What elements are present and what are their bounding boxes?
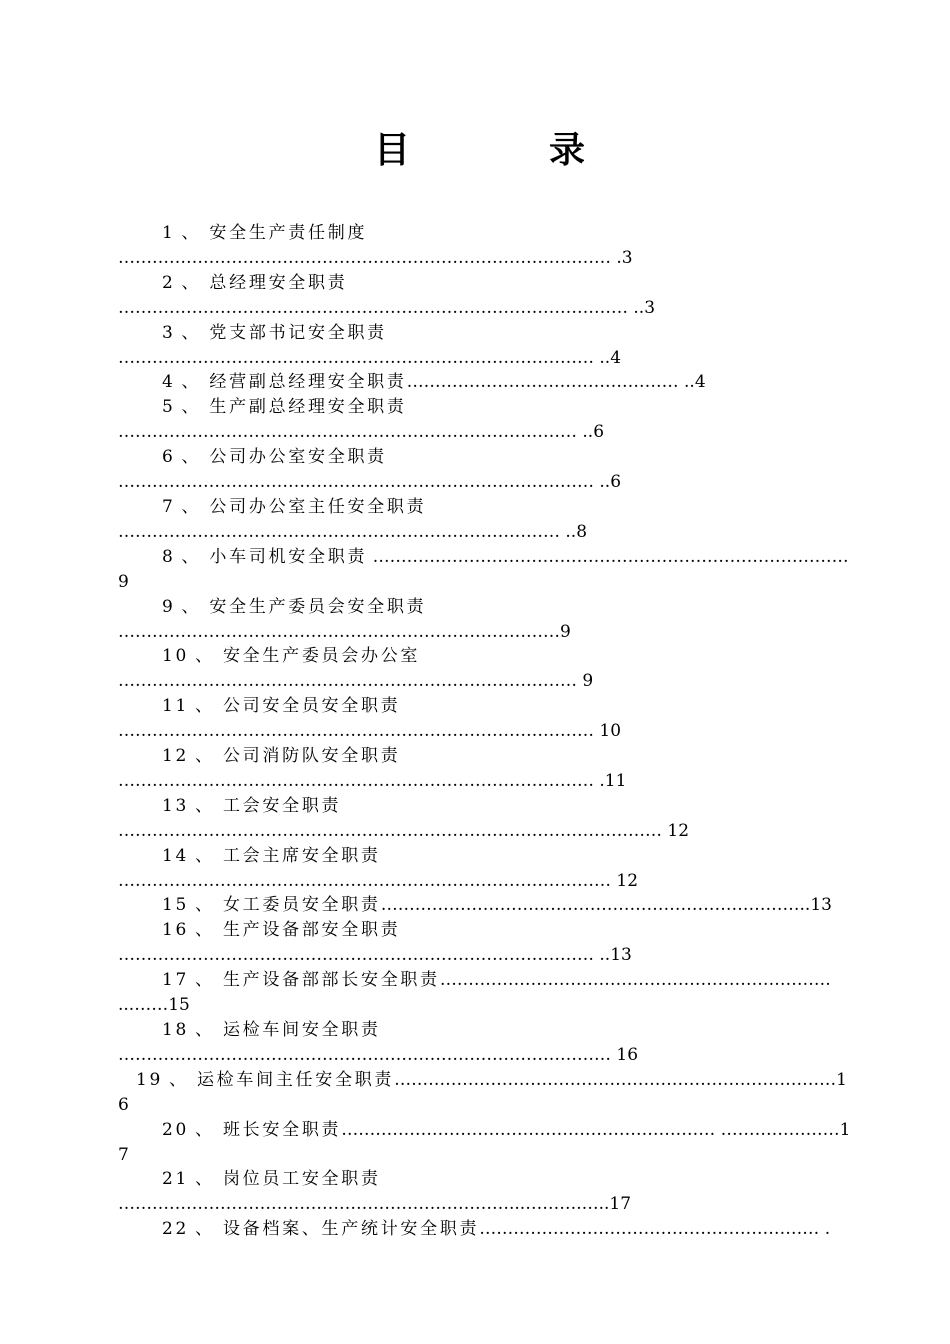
toc-entry-separator: 、 <box>195 1219 215 1240</box>
toc-entry-separator: 、 <box>195 920 215 941</box>
toc-entry-page-number: ……9 <box>118 546 849 592</box>
toc-entry-label: 安全生产责任制度 <box>209 223 368 243</box>
toc-entry-head <box>118 1217 479 1242</box>
toc-entry-leader-dots: ………………………………………………………… …………… <box>341 1119 806 1140</box>
toc-entry-head <box>118 1068 394 1093</box>
toc-entry-number: 21 <box>162 1169 190 1190</box>
toc-entry-head <box>118 644 420 669</box>
toc-entry-head <box>118 844 381 869</box>
toc-entry-leader-dots: ………………………..……………………………………….. <box>380 895 811 916</box>
toc-entry-separator: 、 <box>181 496 202 517</box>
toc-entry-leader-dots: ………………………………………………………………………………… <box>118 820 645 841</box>
toc-entry-page-number: ……17 <box>118 1119 851 1165</box>
toc-entry[interactable] <box>118 545 853 595</box>
toc-entry-leader-dots: …………………………………………………………………… <box>367 546 815 567</box>
toc-entry-separator: 、 <box>195 970 215 991</box>
toc-entry-leader-dots: …………………………………………………………………………… <box>118 297 611 318</box>
toc-entry-label: 总经理安全职责 <box>209 272 348 293</box>
toc-entry-head <box>118 744 400 769</box>
toc-entry[interactable] <box>118 844 853 894</box>
toc-entry-leader-dots: ……………………………………………………………………… <box>118 721 577 742</box>
toc-entry-label: 公司消防队安全职责 <box>222 746 401 767</box>
toc-entry-head <box>118 321 387 346</box>
toc-entry-head <box>118 221 367 246</box>
toc-entry-leader-dots: ………………………………………………………………………… <box>118 870 594 891</box>
toc-entry-head <box>118 495 426 520</box>
toc-entry-number: 19 <box>136 1069 164 1090</box>
toc-entry-head <box>118 918 400 943</box>
toc-entry-number: 17 <box>162 970 190 991</box>
toc-entry-page-number: … ..3 <box>611 297 656 318</box>
toc-entry-label: 小车司机安全职责 <box>209 546 368 567</box>
toc-entry-separator: 、 <box>195 646 215 667</box>
toc-entry-separator: 、 <box>169 1069 189 1090</box>
toc-entry-page-number: 13 <box>810 895 832 916</box>
toc-entry-separator: 、 <box>181 372 202 393</box>
toc-entry-separator: 、 <box>181 596 202 617</box>
toc-entry-head <box>118 1118 341 1143</box>
toc-entry[interactable] <box>118 595 853 645</box>
toc-entry-leader-dots: ……………………………………………………………… <box>118 621 526 642</box>
toc-entry-label: 运检车间安全职责 <box>222 1020 381 1040</box>
toc-entry-label: 公司安全员安全职责 <box>222 696 401 717</box>
toc-entry-page-number: … ..13 <box>577 945 632 966</box>
toc-entry-leader-dots: …………………………………………………………………… <box>118 671 560 692</box>
toc-entry-separator: 、 <box>181 447 202 468</box>
toc-entry[interactable] <box>118 1068 853 1118</box>
toc-entry-separator: 、 <box>195 795 215 816</box>
toc-entry-number: 1 <box>162 223 176 243</box>
toc-entry-separator: 、 <box>195 1119 215 1140</box>
toc-entry-page-number: … ..8 <box>543 521 588 542</box>
toc-entry-label: 女工委员安全职责 <box>222 895 381 916</box>
toc-entry-head <box>118 271 347 296</box>
toc-entry-separator: 、 <box>181 272 202 293</box>
toc-entry[interactable] <box>118 321 853 371</box>
toc-entry-label: 班长安全职责 <box>222 1119 342 1140</box>
toc-entry-page-number: … 16 <box>594 1044 639 1065</box>
toc-entry-number: 6 <box>162 447 176 468</box>
toc-entry-head <box>118 694 400 719</box>
toc-entry[interactable] <box>118 744 853 794</box>
toc-entry-leader-dots: …………………………………………………………………… <box>118 422 560 443</box>
toc-entry-number: 11 <box>162 696 190 717</box>
toc-entry[interactable] <box>118 968 853 1018</box>
toc-entry-page-number: …15 <box>151 995 190 1016</box>
toc-entry[interactable] <box>118 918 853 968</box>
toc-entry-leader-dots: ……………………………………………………………………… <box>118 347 577 368</box>
toc-entry-separator: 、 <box>181 223 202 243</box>
toc-entry-number: 18 <box>162 1020 190 1040</box>
toc-entry-page-number: … ..6 <box>560 422 605 443</box>
toc-entry-separator: 、 <box>195 895 215 916</box>
toc-entry[interactable] <box>118 1167 853 1217</box>
toc-entry-number: 2 <box>162 272 176 293</box>
toc-entry-page-number: … 9 <box>560 671 594 692</box>
toc-entry-separator: 、 <box>195 1169 215 1190</box>
toc-entry-page-number: …..17 <box>581 1194 632 1215</box>
toc-entry-separator: 、 <box>195 746 215 767</box>
toc-entry[interactable] <box>118 694 853 744</box>
toc-entry-page-number: … .3 <box>594 247 633 268</box>
toc-entry-label: 设备档案、生产统计安全职责 <box>222 1219 480 1240</box>
toc-entry-number: 3 <box>162 322 176 343</box>
toc-entry-label: 生产设备部安全职责 <box>222 920 401 941</box>
toc-entry-separator: 、 <box>181 546 202 567</box>
toc-entry-number: 12 <box>162 746 190 767</box>
toc-entry-head <box>118 370 407 395</box>
toc-entry-label: 安全生产委员会办公室 <box>222 646 421 667</box>
toc-entry[interactable] <box>118 644 853 694</box>
toc-entry-separator: 、 <box>181 397 202 418</box>
toc-entry-leader-dots: ………………………………………………………………… <box>118 521 543 542</box>
toc-entry[interactable] <box>118 893 853 918</box>
toc-entry-number: 22 <box>162 1219 190 1240</box>
title-char-2: 录 <box>549 130 586 171</box>
toc-entry-label: 党支部书记安全职责 <box>209 322 387 343</box>
toc-entry-separator: 、 <box>195 696 215 717</box>
toc-entry-number: 7 <box>162 496 176 517</box>
toc-entry[interactable] <box>118 271 853 321</box>
toc-entry[interactable] <box>118 221 853 271</box>
toc-entry[interactable] <box>118 445 853 495</box>
toc-entry-number: 16 <box>162 920 190 941</box>
toc-entry-separator: 、 <box>181 322 202 343</box>
toc-entry-leader-dots: ……………………………………………………………………… <box>118 472 577 493</box>
toc-entry-head <box>118 968 440 993</box>
toc-entry-leader-dots: ……………………………………………………………...………. <box>118 1194 582 1215</box>
toc-entry-label: 工会安全职责 <box>222 795 342 816</box>
toc-entry[interactable] <box>118 1018 853 1068</box>
toc-entry-leader-dots: ……………………………………………………………………… <box>118 945 577 966</box>
toc-entry-leader-dots: ………………………………………………………………………… <box>118 1044 594 1065</box>
toc-entry-number: 4 <box>162 372 176 393</box>
toc-entry-head <box>118 595 426 620</box>
toc-entry-page-number: … 12 <box>645 820 690 841</box>
toc-entry-head <box>118 1018 381 1043</box>
toc-entry-leader-dots: ………………………………………………………………………… <box>118 247 594 268</box>
toc-entry-number: 15 <box>162 895 190 916</box>
toc-entry[interactable] <box>118 1118 853 1168</box>
toc-entry-label: 经营副总经理安全职责 <box>209 372 407 393</box>
toc-entry-number: 8 <box>162 546 176 567</box>
page-title <box>0 126 950 176</box>
toc-entry-label: 安全生产委员会安全职责 <box>209 596 427 617</box>
toc-entry-leader-dots: …………………………………………………………… ...… <box>118 970 831 1016</box>
toc-entry-label: 工会主席安全职责 <box>222 845 381 866</box>
toc-entry-separator: 、 <box>195 845 215 866</box>
toc-entry-label: 公司办公室主任安全职责 <box>209 496 427 517</box>
toc-entry-number: 14 <box>162 845 190 866</box>
toc-entry-label: 公司办公室安全职责 <box>209 447 387 468</box>
toc-entry[interactable] <box>118 370 853 395</box>
toc-entry-page-number: … 10 <box>577 721 622 742</box>
toc-entry-label: 岗位员工安全职责 <box>222 1169 381 1190</box>
toc-entry[interactable] <box>118 395 853 445</box>
toc-entry[interactable] <box>118 1217 853 1242</box>
toc-entry-leader-dots: …………………………………………………………………… <box>394 1069 837 1090</box>
toc-entry-head <box>118 794 341 819</box>
toc-entry-leader-dots: ………………………………………… <box>406 372 679 393</box>
toc-entry-label: 生产设备部部长安全职责 <box>222 970 440 991</box>
toc-entry-number: 9 <box>162 596 176 617</box>
title-char-1: 目 <box>374 130 411 171</box>
toc-entry-number: 5 <box>162 397 176 418</box>
toc-entry[interactable] <box>118 495 853 545</box>
toc-entry-page-number: ……9 <box>526 621 571 642</box>
toc-entry-head <box>118 545 367 570</box>
toc-entry-head <box>118 893 381 918</box>
toc-entry-page-number: … ..4 <box>577 347 622 368</box>
toc-entry-separator: 、 <box>195 1020 215 1040</box>
table-of-contents <box>118 221 853 1242</box>
toc-entry-head <box>118 445 387 470</box>
toc-entry-number: 20 <box>162 1119 190 1140</box>
toc-entry-number: 10 <box>162 646 190 667</box>
toc-entry-head <box>118 395 407 420</box>
toc-entry-page-number: … 12 <box>594 870 639 891</box>
toc-entry-head <box>118 1167 381 1192</box>
toc-entry-page-number: 16 <box>118 1069 847 1115</box>
toc-entry-leader-dots: ……………………………………………………………………… <box>118 770 577 791</box>
toc-entry-number: 13 <box>162 795 190 816</box>
toc-entry[interactable] <box>118 794 853 844</box>
toc-entry-leader-dots: …………………………………………………… . <box>479 1219 831 1240</box>
toc-entry-label: 运检车间主任安全职责 <box>196 1069 395 1090</box>
toc-entry-label: 生产副总经理安全职责 <box>209 397 407 418</box>
toc-entry-page-number: ..4 <box>678 372 706 393</box>
toc-entry-page-number: … .11 <box>577 770 627 791</box>
toc-entry-page-number: … ..6 <box>577 472 622 493</box>
